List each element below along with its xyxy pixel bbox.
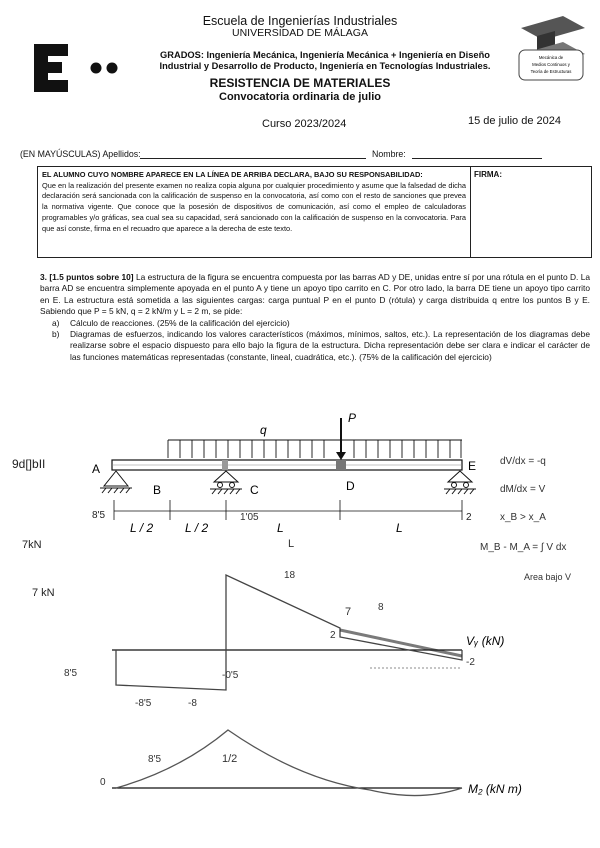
hand-eq-1: dV/dx = -q xyxy=(500,456,546,467)
convocatoria: Convocatoria ordinaria de julio xyxy=(219,91,381,103)
dim-2: L / 2 xyxy=(185,521,209,535)
item-a xyxy=(40,318,590,329)
hand-reaction-right: 2 xyxy=(466,512,472,523)
department-badge xyxy=(515,14,587,82)
load-P-label: P xyxy=(348,411,357,425)
dimension-line xyxy=(114,500,462,520)
dim-3: L xyxy=(277,521,284,535)
point-B: B xyxy=(153,483,162,497)
hand-left-force-2: 7 kN xyxy=(32,587,55,599)
hand-left-force: 7kN xyxy=(22,539,42,551)
point-D: D xyxy=(346,479,355,493)
hand-reaction-left: 8'5 xyxy=(92,510,106,521)
dim-1: L / 2 xyxy=(130,521,154,535)
question-statement: La estructura de la figura se encuentra compuesta por las barras AD y DE, unidas entre sí por una rótula en el punto D. La barra AD se encuentra simplemente apoyada en el punto A y tiene un apoyo tipo carrito en C. Por otro lado, la barra DE tiene un apoyo tipo carrito en E. La estructura está sometida a las siguientes cargas: carga puntual P en el punto D (rótula) y carga distribuida q entre los puntos B y E. Sabiendo que P = 5 kN, q = 2 kN/m y L = 2 m, se pide: xyxy=(40,272,591,317)
course-year: Curso 2023/2024 xyxy=(262,118,347,130)
declaration-body: Que en la realización del presente examen no realiza copia alguna por cualquier procedimiento y asume que la falsedad de dicha declaración será sancionada con la calificación de suspenso en la convocatoria, así como con el resto de sanciones que prevea la normativa vigente. Que conoce que la posesión de dispositivos de comunicación, así como el empleo de calculadoras programables y/o gráficas, sea cual sea su capacidad, será sancionado con la calificación de suspenso en la convocatoria. Para que así conste, firma en el recuadro que aparece a la derecha de este texto. xyxy=(42,180,466,233)
load-q-label: q xyxy=(260,423,267,437)
degrees-text xyxy=(140,50,510,72)
nombre-label: Nombre: xyxy=(372,149,406,159)
hand-top-left: 9d[]bII xyxy=(12,457,46,471)
degrees-line-2: Industrial y Desarrollo de Producto, Ingeniería en Tecnologías Industriales. xyxy=(159,61,491,71)
point-load-P xyxy=(336,418,346,460)
hand-v-left: -8'5 xyxy=(135,698,152,709)
degrees-line-1: GRADOS: Ingeniería Mecánica, Ingeniería Mecánica + Ingeniería en Diseño xyxy=(160,50,490,60)
beam xyxy=(112,460,462,470)
support-C xyxy=(210,471,242,494)
badge-line-3: Teoría de Estructuras xyxy=(530,69,572,74)
hand-eq-3: x_B > x_A xyxy=(500,512,546,523)
hand-v-minus2: -2 xyxy=(466,657,475,668)
item-b-text: Diagramas de esfuerzos, indicando los valores característicos (máximos, mínimos, saltos, etc.). La representación de los diagramas debe realizarse sobre el espacio dispuesto para ello bajo la figura de la estructura. Dicha representación debe ser clara e indicar el carácter de las funciones matemáticas representadas (constante, lineal, cuadrática, etc.). (75% de la calificación del ejercicio) xyxy=(70,329,590,362)
university-logo xyxy=(22,38,132,98)
hand-dim-105: 1'05 xyxy=(240,512,259,523)
hand-v85b: 8'5 xyxy=(64,668,78,679)
moment-diagram xyxy=(100,730,522,796)
dim-4: L xyxy=(396,521,403,535)
question-number: 3. xyxy=(40,272,47,282)
hand-eq-4: M_B - M_A = ∫ V dx xyxy=(480,542,567,553)
exam-date: 15 de julio de 2024 xyxy=(468,115,561,127)
support-E xyxy=(444,471,476,494)
hand-m12: 1/2 xyxy=(222,753,238,765)
hand-v8: 8 xyxy=(378,602,384,613)
hinge-D xyxy=(336,460,346,470)
mz-axis-label: M₂ (kN m) xyxy=(468,782,522,796)
hand-v-mid: -8 xyxy=(188,698,197,709)
vy-axis-label: Vᵧ (kN) xyxy=(466,634,505,648)
apellidos-label: (EN MAYÚSCULAS) Apellidos: xyxy=(20,149,141,159)
hand-v2: 2 xyxy=(330,630,336,641)
declaration-divider xyxy=(470,166,471,258)
hand-m85: 8'5 xyxy=(148,754,162,765)
point-E: E xyxy=(468,459,477,473)
firma-label: FIRMA: xyxy=(474,170,502,179)
hand-v7: 7 xyxy=(345,606,352,618)
item-a-text: Cálculo de reacciones. (25% de la calificación del ejercicio) xyxy=(70,317,290,328)
question-points: [1.5 puntos sobre 10] xyxy=(49,272,134,282)
declaration-text xyxy=(42,170,466,234)
item-b-label: b) xyxy=(52,329,60,340)
distributed-load xyxy=(168,440,462,458)
item-a-label: a) xyxy=(52,317,60,328)
hand-dim-2a: L xyxy=(288,538,295,550)
badge-line-2: Medios Continuos y xyxy=(532,62,570,67)
question-block xyxy=(40,272,590,363)
hand-v18: 18 xyxy=(284,570,296,581)
school-name: Escuela de Ingenierías Industriales xyxy=(202,14,398,28)
item-b xyxy=(40,329,590,363)
declaration-heading: EL ALUMNO CUYO NOMBRE APARECE EN LA LÍNEA DE ARRIBA DECLARA, BAJO SU RESPONSABILIDAD: xyxy=(42,170,423,179)
structure-figure xyxy=(0,411,600,848)
hand-m0: 0 xyxy=(100,777,106,788)
hand-eq-2: dM/dx = V xyxy=(500,484,546,495)
point-C: C xyxy=(250,483,259,497)
apellidos-field[interactable] xyxy=(140,158,366,159)
point-A: A xyxy=(92,462,101,476)
hand-v05: -0'5 xyxy=(222,670,239,681)
university-name: UNIVERSIDAD DE MÁLAGA xyxy=(232,27,368,39)
shear-diagram xyxy=(64,570,504,709)
badge-line-1: Mecánica de xyxy=(538,55,564,60)
nombre-field[interactable] xyxy=(412,158,542,159)
hand-eq-5: Area bajo V xyxy=(524,572,572,582)
support-A xyxy=(100,471,132,493)
subject-title: RESISTENCIA DE MATERIALES xyxy=(209,76,391,90)
